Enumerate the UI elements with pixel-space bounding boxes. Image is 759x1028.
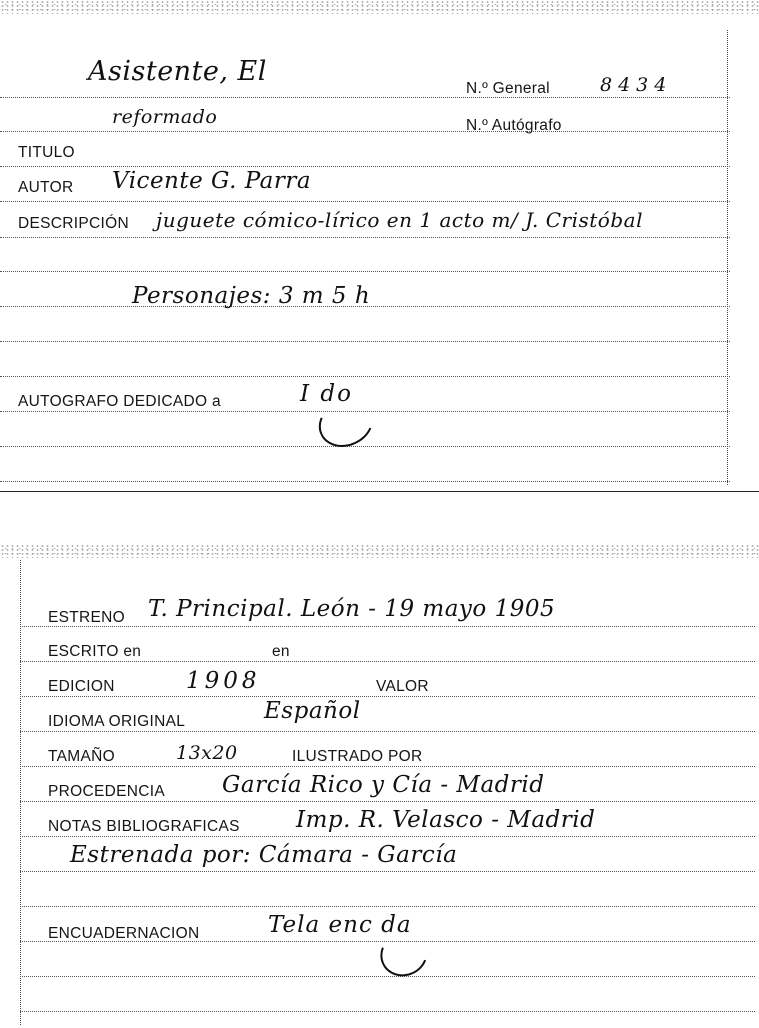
title-label: TITULO bbox=[18, 144, 75, 161]
rule bbox=[20, 906, 755, 907]
card-right-border bbox=[727, 30, 728, 485]
illustrated-by-label: ILUSTRADO POR bbox=[292, 748, 423, 765]
rule bbox=[20, 1011, 755, 1012]
binding-value: Tela enc da bbox=[268, 912, 412, 938]
rule bbox=[0, 271, 730, 272]
card-bottom-edge bbox=[0, 491, 759, 492]
binding-label: ENCUADERNACION bbox=[48, 925, 200, 942]
dedicated-value: I do bbox=[300, 381, 353, 407]
rule bbox=[20, 731, 755, 732]
description-label: DESCRIPCIÓN bbox=[18, 215, 129, 232]
provenance-label: PROCEDENCIA bbox=[48, 783, 165, 800]
rule bbox=[0, 237, 730, 238]
rule bbox=[0, 97, 730, 98]
bibliographic-notes-value: Imp. R. Velasco - Madrid bbox=[296, 807, 596, 833]
rule bbox=[20, 766, 755, 767]
provenance-value: García Rico y Cía - Madrid bbox=[222, 772, 545, 798]
scan-noise-top bbox=[0, 0, 759, 14]
bibliographic-notes-value-2: Estrenada por: Cámara - García bbox=[70, 842, 458, 868]
rule bbox=[0, 131, 730, 132]
rule bbox=[20, 871, 755, 872]
rule bbox=[20, 976, 755, 977]
rule bbox=[20, 836, 755, 837]
rule bbox=[0, 446, 730, 447]
scan-noise-bottom bbox=[0, 544, 759, 558]
rule bbox=[20, 801, 755, 802]
written-in-label: ESCRITO en bbox=[48, 643, 142, 660]
rule bbox=[20, 661, 755, 662]
catalog-card-front bbox=[0, 0, 759, 492]
catalog-card-back bbox=[0, 540, 759, 1028]
original-language-value: Español bbox=[264, 698, 361, 724]
author-value: Vicente G. Parra bbox=[112, 168, 312, 194]
premiere-label: ESTRENO bbox=[48, 609, 126, 626]
bibliographic-notes-label: NOTAS BIBLIOGRAFICAS bbox=[48, 818, 240, 835]
work-subtitle: reformado bbox=[112, 106, 218, 128]
work-title: Asistente, El bbox=[88, 56, 267, 87]
rule bbox=[20, 696, 755, 697]
characters-note: Personajes: 3 m 5 h bbox=[132, 283, 371, 309]
rule bbox=[0, 341, 730, 342]
written-on-label: en bbox=[272, 643, 290, 660]
edition-label: EDICION bbox=[48, 678, 115, 695]
rule bbox=[0, 201, 730, 202]
author-label: AUTOR bbox=[18, 179, 74, 196]
size-label: TAMAÑO bbox=[48, 748, 115, 765]
premiere-value: T. Principal. León - 19 mayo 1905 bbox=[148, 596, 556, 622]
rule bbox=[20, 626, 755, 627]
value-label: VALOR bbox=[376, 678, 429, 695]
original-language-label: IDIOMA ORIGINAL bbox=[48, 713, 186, 730]
rule bbox=[0, 166, 730, 167]
general-number-label: N.º General bbox=[466, 80, 550, 97]
autograph-number-label: N.º Autógrafo bbox=[466, 117, 562, 134]
general-number-value: 8434 bbox=[600, 74, 673, 96]
edition-value: 1908 bbox=[186, 668, 261, 694]
rule bbox=[0, 376, 730, 377]
dedicated-label: AUTOGRAFO DEDICADO a bbox=[18, 393, 221, 410]
description-value: juguete cómico-lírico en 1 acto m/ J. Cristóbal bbox=[156, 208, 643, 232]
card-left-border bbox=[20, 560, 21, 1025]
size-value: 13x20 bbox=[176, 742, 238, 764]
rule bbox=[0, 481, 730, 482]
